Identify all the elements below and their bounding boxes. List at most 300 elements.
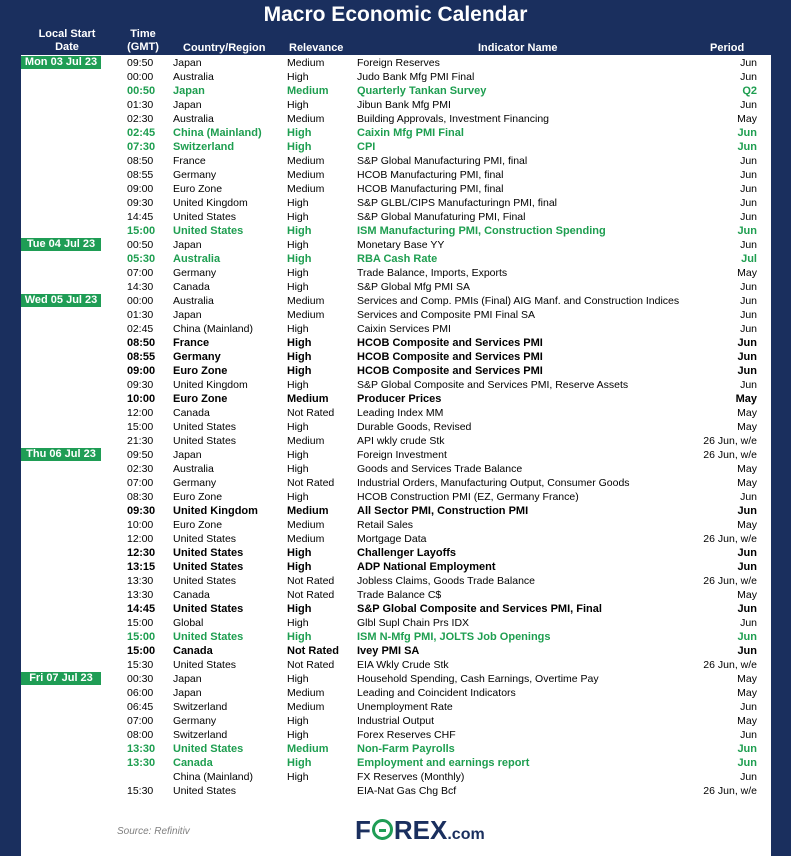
time-cell: 13:30 xyxy=(127,743,156,755)
country-cell: Euro Zone xyxy=(173,491,223,503)
country-cell: United States xyxy=(173,533,237,545)
country-cell: Canada xyxy=(173,757,213,769)
country-cell: Japan xyxy=(173,687,202,699)
table-row xyxy=(21,588,771,602)
relevance-cell: Medium xyxy=(287,155,325,167)
time-cell: 00:30 xyxy=(127,673,154,685)
header-local-start-date xyxy=(22,28,112,54)
country-cell: Canada xyxy=(173,281,210,293)
period-cell: Jun xyxy=(740,771,757,783)
relevance-cell: High xyxy=(287,253,312,265)
period-cell: 26 Jun, w/e xyxy=(703,435,757,447)
country-cell: Japan xyxy=(173,309,202,321)
country-cell: France xyxy=(173,337,210,349)
indicator-cell: FX Reserves (Monthly) xyxy=(357,771,465,783)
period-cell: 26 Jun, w/e xyxy=(703,575,757,587)
relevance-cell: High xyxy=(287,631,312,643)
period-cell: May xyxy=(737,267,757,279)
time-cell: 14:45 xyxy=(127,211,154,223)
table-row xyxy=(21,728,771,742)
relevance-cell: Not Rated xyxy=(287,589,335,601)
indicator-cell: Unemployment Rate xyxy=(357,701,453,713)
table-row xyxy=(21,196,771,210)
indicator-cell: S&P Global Manufacturing PMI, final xyxy=(357,155,528,167)
time-cell: 13:30 xyxy=(127,575,154,587)
indicator-cell: HCOB Manufacturing PMI, final xyxy=(357,169,504,181)
table-row xyxy=(21,742,771,756)
indicator-cell: Forex Reserves CHF xyxy=(357,729,456,741)
country-cell: Japan xyxy=(173,449,202,461)
table-row xyxy=(21,112,771,126)
period-cell: Jun xyxy=(740,379,757,391)
table-row xyxy=(21,378,771,392)
table-row xyxy=(21,252,771,266)
period-cell: Jun xyxy=(737,225,757,237)
indicator-cell: Monetary Base YY xyxy=(357,239,445,251)
time-cell: 12:00 xyxy=(127,533,154,545)
time-cell: 15:00 xyxy=(127,645,156,657)
relevance-cell: Medium xyxy=(287,701,325,713)
header-relevance: Relevance xyxy=(289,42,344,54)
time-cell: 09:00 xyxy=(127,183,154,195)
relevance-cell: High xyxy=(287,421,309,433)
country-cell: Germany xyxy=(173,477,217,489)
time-cell: 02:30 xyxy=(127,113,154,125)
table-row xyxy=(21,210,771,224)
period-cell: Jun xyxy=(737,757,757,769)
indicator-cell: Services and Composite PMI Final SA xyxy=(357,309,535,321)
time-cell: 21:30 xyxy=(127,435,154,447)
period-cell: May xyxy=(737,463,757,475)
time-cell: 09:30 xyxy=(127,197,154,209)
country-cell: Japan xyxy=(173,85,205,97)
period-cell: May xyxy=(737,589,757,601)
table-row xyxy=(21,784,771,798)
forex-logo xyxy=(355,815,485,845)
relevance-cell: Medium xyxy=(287,85,329,97)
relevance-cell: Medium xyxy=(287,183,325,195)
indicator-cell: ADP National Employment xyxy=(357,561,496,573)
relevance-cell: High xyxy=(287,141,312,153)
time-cell: 10:00 xyxy=(127,519,154,531)
time-cell: 08:55 xyxy=(127,351,156,363)
indicator-cell: S&P Global Composite and Services PMI, Final xyxy=(357,603,602,615)
time-cell: 07:30 xyxy=(127,141,156,153)
period-cell: Jun xyxy=(740,197,757,209)
relevance-cell: High xyxy=(287,197,309,209)
country-cell: United Kingdom xyxy=(173,505,258,517)
relevance-cell: High xyxy=(287,351,312,363)
country-cell: Australia xyxy=(173,71,214,83)
table-row xyxy=(21,700,771,714)
relevance-cell: Medium xyxy=(287,113,325,125)
indicator-cell: HCOB Composite and Services PMI xyxy=(357,365,543,377)
logo-domain: .com xyxy=(447,826,485,843)
time-cell: 02:45 xyxy=(127,323,154,335)
indicator-cell: Leading Index MM xyxy=(357,407,444,419)
table-row xyxy=(21,504,771,518)
country-cell: United States xyxy=(173,785,237,797)
country-cell: Australia xyxy=(173,463,214,475)
table-row xyxy=(21,182,771,196)
table-row xyxy=(21,686,771,700)
table-row xyxy=(21,602,771,616)
indicator-cell: All Sector PMI, Construction PMI xyxy=(357,505,529,517)
time-cell: 15:00 xyxy=(127,421,154,433)
time-cell: 02:30 xyxy=(127,463,154,475)
indicator-cell: S&P Global Composite and Services PMI, Reserve Assets xyxy=(357,379,629,391)
relevance-cell: Not Rated xyxy=(287,477,335,489)
indicator-cell: Quarterly Tankan Survey xyxy=(357,85,487,97)
time-cell: 13:30 xyxy=(127,757,156,769)
table-row xyxy=(21,630,771,644)
relevance-cell: Medium xyxy=(287,505,329,517)
relevance-cell: High xyxy=(287,673,309,685)
relevance-cell: High xyxy=(287,365,312,377)
source-note: Source: Refinitiv xyxy=(117,826,190,837)
indicator-cell: S&P GLBL/CIPS Manufacturingn PMI, final xyxy=(357,197,557,209)
period-cell: Jun xyxy=(740,183,757,195)
period-cell: May xyxy=(737,519,757,531)
time-cell: 06:00 xyxy=(127,687,154,699)
indicator-cell: API wkly crude Stk xyxy=(357,435,445,447)
time-cell: 00:00 xyxy=(127,71,154,83)
table-row xyxy=(21,308,771,322)
relevance-cell: Medium xyxy=(287,519,325,531)
table-row xyxy=(21,224,771,238)
period-cell: Jun xyxy=(740,729,757,741)
table-row xyxy=(21,756,771,770)
relevance-cell: High xyxy=(287,71,309,83)
period-cell: Jun xyxy=(740,169,757,181)
period-cell: Jun xyxy=(737,337,757,349)
indicator-cell: S&P Global Mfg PMI SA xyxy=(357,281,471,293)
table-row xyxy=(21,364,771,378)
period-cell: May xyxy=(737,477,757,489)
time-cell: 15:00 xyxy=(127,617,154,629)
country-cell: Euro Zone xyxy=(173,519,223,531)
country-cell: United States xyxy=(173,659,237,671)
right-border xyxy=(771,0,791,856)
period-cell: Jun xyxy=(740,295,757,307)
table-row xyxy=(21,546,771,560)
relevance-cell: High xyxy=(287,491,309,503)
country-cell: China (Mainland) xyxy=(173,127,262,139)
period-cell: Jun xyxy=(737,365,757,377)
header-country: Country/Region xyxy=(183,42,266,54)
indicator-cell: Caixin Services PMI xyxy=(357,323,451,335)
indicator-cell: Leading and Coincident Indicators xyxy=(357,687,516,699)
indicator-cell: Industrial Output xyxy=(357,715,435,727)
period-cell: Jun xyxy=(737,631,757,643)
header-indicator: Indicator Name xyxy=(478,42,558,54)
relevance-cell: High xyxy=(287,337,312,349)
page-title: Macro Economic Calendar xyxy=(263,3,528,26)
country-cell: United Kingdom xyxy=(173,379,248,391)
table-row xyxy=(21,714,771,728)
indicator-cell: S&P Global Manufaturing PMI, Final xyxy=(357,211,526,223)
time-cell: 09:30 xyxy=(127,379,154,391)
relevance-cell: High xyxy=(287,729,309,741)
table-row xyxy=(21,350,771,364)
relevance-cell: Medium xyxy=(287,687,325,699)
country-cell: Canada xyxy=(173,645,213,657)
country-cell: China (Mainland) xyxy=(173,771,253,783)
relevance-cell: Medium xyxy=(287,57,325,69)
country-cell: Global xyxy=(173,617,204,629)
indicator-cell: Industrial Orders, Manufacturing Output, Consumer Goods xyxy=(357,477,630,489)
table-row xyxy=(21,336,771,350)
time-cell: 07:00 xyxy=(127,715,154,727)
indicator-cell: Jibun Bank Mfg PMI xyxy=(357,99,451,111)
period-cell: 26 Jun, w/e xyxy=(703,659,757,671)
period-cell: Jun xyxy=(737,603,757,615)
date-label: Tue 04 Jul 23 xyxy=(21,238,101,251)
relevance-cell: High xyxy=(287,267,309,279)
country-cell: United States xyxy=(173,211,237,223)
country-cell: United States xyxy=(173,225,244,237)
indicator-cell: Foreign Reserves xyxy=(357,57,440,69)
country-cell: Switzerland xyxy=(173,141,235,153)
indicator-cell: ISM N-Mfg PMI, JOLTS Job Openings xyxy=(357,631,551,643)
indicator-cell: Mortgage Data xyxy=(357,533,427,545)
time-cell: 13:15 xyxy=(127,561,156,573)
time-cell: 08:30 xyxy=(127,491,154,503)
table-row xyxy=(21,518,771,532)
table-row xyxy=(21,448,771,462)
country-cell: United States xyxy=(173,547,244,559)
relevance-cell: Medium xyxy=(287,169,325,181)
date-label: Fri 07 Jul 23 xyxy=(21,672,101,685)
period-cell: Jul xyxy=(741,253,757,265)
relevance-cell: Medium xyxy=(287,743,329,755)
indicator-cell: RBA Cash Rate xyxy=(357,253,438,265)
relevance-cell: Not Rated xyxy=(287,407,335,419)
indicator-cell: EIA Wkly Crude Stk xyxy=(357,659,449,671)
calendar-table xyxy=(21,56,771,798)
period-cell: May xyxy=(737,715,757,727)
relevance-cell: High xyxy=(287,449,309,461)
table-row xyxy=(21,672,771,686)
table-row xyxy=(21,322,771,336)
country-cell: Japan xyxy=(173,673,202,685)
header-time-line2: (GMT) xyxy=(127,41,159,53)
time-cell: 09:30 xyxy=(127,505,156,517)
time-cell: 12:00 xyxy=(127,407,154,419)
indicator-cell: CPI xyxy=(357,141,376,153)
table-row xyxy=(21,84,771,98)
time-cell: 02:45 xyxy=(127,127,156,139)
period-cell: 26 Jun, w/e xyxy=(703,449,757,461)
indicator-cell: Building Approvals, Investment Financing xyxy=(357,113,550,125)
indicator-cell: Glbl Supl Chain Prs IDX xyxy=(357,617,470,629)
country-cell: United States xyxy=(173,435,237,447)
country-cell: Germany xyxy=(173,715,217,727)
country-cell: Germany xyxy=(173,267,217,279)
indicator-cell: Judo Bank Mfg PMI Final xyxy=(357,71,475,83)
time-cell: 00:50 xyxy=(127,85,156,97)
relevance-cell: High xyxy=(287,715,309,727)
indicator-cell: Trade Balance C$ xyxy=(357,589,442,601)
period-cell: May xyxy=(737,407,757,419)
country-cell: Germany xyxy=(173,351,221,363)
period-cell: Jun xyxy=(740,491,757,503)
indicator-cell: Ivey PMI SA xyxy=(357,645,420,657)
time-cell: 14:30 xyxy=(127,281,154,293)
period-cell: Jun xyxy=(737,561,757,573)
table-row xyxy=(21,406,771,420)
time-cell: 08:50 xyxy=(127,337,156,349)
table-row xyxy=(21,462,771,476)
relevance-cell: Medium xyxy=(287,533,325,545)
time-cell: 08:55 xyxy=(127,169,154,181)
time-cell: 15:30 xyxy=(127,785,154,797)
table-row xyxy=(21,560,771,574)
time-cell: 09:00 xyxy=(127,365,156,377)
country-cell: Japan xyxy=(173,99,202,111)
relevance-cell: High xyxy=(287,757,312,769)
country-cell: Germany xyxy=(173,169,217,181)
period-cell: Jun xyxy=(740,99,757,111)
period-cell: Jun xyxy=(740,239,757,251)
country-cell: Australia xyxy=(173,253,221,265)
relevance-cell: Medium xyxy=(287,309,325,321)
indicator-cell: Durable Goods, Revised xyxy=(357,421,472,433)
relevance-cell: High xyxy=(287,323,309,335)
time-cell: 15:00 xyxy=(127,631,156,643)
relevance-cell: High xyxy=(287,127,312,139)
indicator-cell: HCOB Composite and Services PMI xyxy=(357,351,543,363)
indicator-cell: Services and Comp. PMIs (Final) AIG Manf. and Construction Indices xyxy=(357,295,680,307)
period-cell: Jun xyxy=(737,351,757,363)
table-row xyxy=(21,238,771,252)
period-cell: May xyxy=(737,687,757,699)
period-cell: Jun xyxy=(737,547,757,559)
country-cell: United States xyxy=(173,631,244,643)
time-cell: 08:50 xyxy=(127,155,154,167)
left-border xyxy=(0,0,21,856)
relevance-cell: High xyxy=(287,617,309,629)
country-cell: France xyxy=(173,155,206,167)
header-time-line1: Time xyxy=(130,28,156,40)
period-cell: 26 Jun, w/e xyxy=(703,533,757,545)
country-cell: Switzerland xyxy=(173,729,228,741)
period-cell: Jun xyxy=(740,211,757,223)
relevance-cell: Medium xyxy=(287,435,325,447)
relevance-cell: Not Rated xyxy=(287,575,335,587)
relevance-cell: Not Rated xyxy=(287,659,335,671)
header-period: Period xyxy=(710,42,745,54)
relevance-cell: High xyxy=(287,603,312,615)
country-cell: Canada xyxy=(173,589,210,601)
relevance-cell: High xyxy=(287,379,309,391)
time-cell: 14:45 xyxy=(127,603,156,615)
time-cell: 00:00 xyxy=(127,295,154,307)
indicator-cell: HCOB Composite and Services PMI xyxy=(357,337,543,349)
country-cell: China (Mainland) xyxy=(173,323,253,335)
indicator-cell: Caixin Mfg PMI Final xyxy=(357,127,464,139)
time-cell: 07:00 xyxy=(127,267,154,279)
period-cell: 26 Jun, w/e xyxy=(703,785,757,797)
indicator-cell: Goods and Services Trade Balance xyxy=(357,463,523,475)
relevance-cell: High xyxy=(287,99,309,111)
logo-letter-f: F xyxy=(355,815,371,845)
indicator-cell: Challenger Layoffs xyxy=(357,547,457,559)
country-cell: Euro Zone xyxy=(173,365,228,377)
period-cell: Jun xyxy=(737,127,757,139)
indicator-cell: ISM Manufacturing PMI, Construction Spending xyxy=(357,225,606,237)
table-row xyxy=(21,266,771,280)
country-cell: Australia xyxy=(173,113,214,125)
table-row xyxy=(21,70,771,84)
indicator-cell: EIA-Nat Gas Chg Bcf xyxy=(357,785,457,797)
country-cell: United Kingdom xyxy=(173,197,248,209)
logo-letters: REX xyxy=(393,815,448,845)
relevance-cell: High xyxy=(287,239,309,251)
period-cell: Q2 xyxy=(742,85,757,97)
country-cell: Australia xyxy=(173,295,214,307)
time-cell: 08:00 xyxy=(127,729,154,741)
time-cell: 01:30 xyxy=(127,99,154,111)
table-row xyxy=(21,658,771,672)
period-cell: Jun xyxy=(740,617,757,629)
table-row xyxy=(21,574,771,588)
period-cell: Jun xyxy=(740,155,757,167)
time-cell: 07:00 xyxy=(127,477,154,489)
relevance-cell: High xyxy=(287,771,309,783)
country-cell: United States xyxy=(173,603,244,615)
header-time xyxy=(120,28,166,54)
country-cell: Canada xyxy=(173,407,210,419)
table-row xyxy=(21,280,771,294)
relevance-cell: Medium xyxy=(287,295,325,307)
country-cell: Switzerland xyxy=(173,701,228,713)
indicator-cell: Non-Farm Payrolls xyxy=(357,743,455,755)
relevance-cell: High xyxy=(287,225,312,237)
time-cell: 15:30 xyxy=(127,659,154,671)
country-cell: United States xyxy=(173,421,237,433)
indicator-cell: Household Spending, Cash Earnings, Overtime Pay xyxy=(357,673,599,685)
time-cell: 01:30 xyxy=(127,309,154,321)
indicator-cell: HCOB Construction PMI (EZ, Germany France) xyxy=(357,491,579,503)
indicator-cell: Foreign Investment xyxy=(357,449,447,461)
period-cell: May xyxy=(737,113,757,125)
table-row xyxy=(21,476,771,490)
time-cell: 09:50 xyxy=(127,449,154,461)
table-row xyxy=(21,392,771,406)
period-cell: May xyxy=(737,421,757,433)
period-cell: Jun xyxy=(740,701,757,713)
period-cell: Jun xyxy=(740,57,757,69)
relevance-cell: High xyxy=(287,547,312,559)
relevance-cell: High xyxy=(287,281,309,293)
indicator-cell: Jobless Claims, Goods Trade Balance xyxy=(357,575,536,587)
country-cell: United States xyxy=(173,575,237,587)
table-row xyxy=(21,294,771,308)
country-cell: Japan xyxy=(173,57,202,69)
period-cell: Jun xyxy=(737,645,757,657)
table-row xyxy=(21,126,771,140)
time-cell: 06:45 xyxy=(127,701,154,713)
date-label: Wed 05 Jul 23 xyxy=(21,294,101,307)
indicator-cell: Employment and earnings report xyxy=(357,757,530,769)
time-cell: 09:50 xyxy=(127,57,154,69)
time-cell: 05:30 xyxy=(127,253,156,265)
table-row xyxy=(21,154,771,168)
table-row xyxy=(21,532,771,546)
period-cell: Jun xyxy=(740,71,757,83)
table-row xyxy=(21,490,771,504)
